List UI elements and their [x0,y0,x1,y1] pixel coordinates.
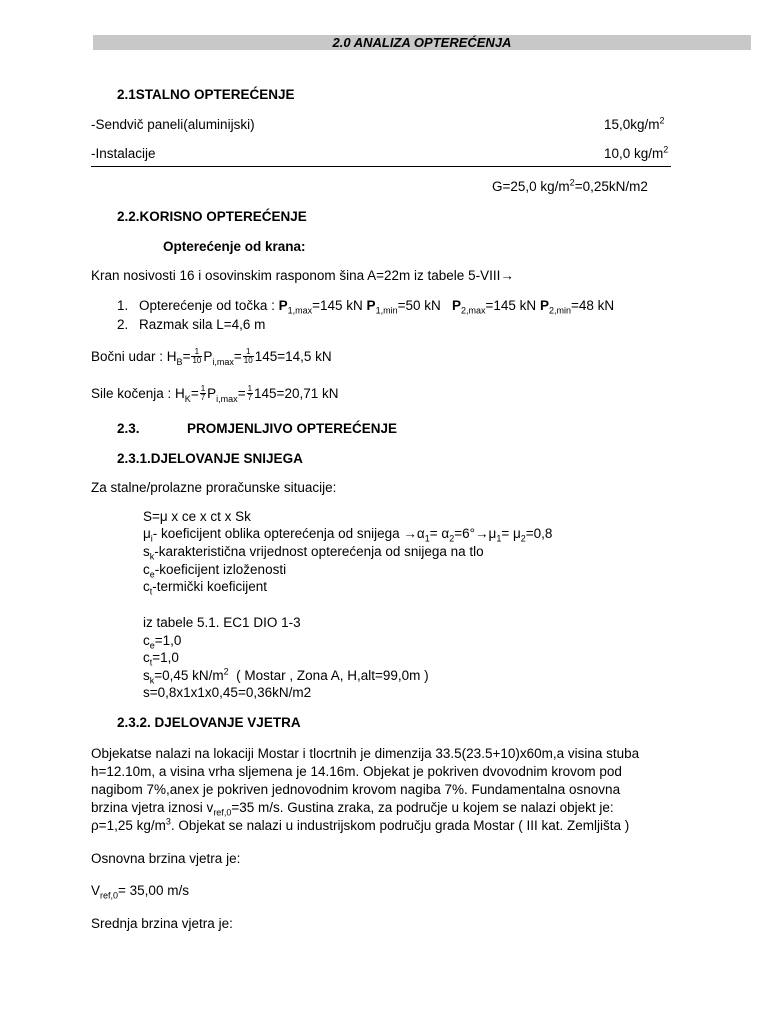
srednja-brzina-label: Srednja brzina vjetra je: [91,916,233,931]
snijeg-formula: S=μ x ce x ct x Sk [143,509,251,524]
mu-definition: $\mu_i-$ koeficijent oblika opterećenja od snijega $\to\alpha_1= \alpha_2=6^\circ\to\mu_1= \mu_2=0,8$ [143,526,553,544]
list-item-razmak: Razmak sila L=4,6 m [139,317,266,332]
heading-korisno: 2.2.KORISNO OPTEREĆENJE [117,209,307,224]
heading-snijeg: 2.3.1.DJELOVANJE SNIJEGA [117,451,303,466]
fraction: $\frac{1}{7}$ [200,384,206,402]
row-label-sendvic: -Sendvič paneli(aluminijski) [91,117,255,132]
ce-value: $c_e=1,0$ [143,633,182,651]
list-number-2: 2. [117,317,129,332]
ct-definition: $c_t$-termički koeficijent [143,579,268,597]
snijeg-intro: Za stalne/prolazne proračunske situacije: [91,480,337,495]
section-header-bar [93,35,751,50]
sk-definition: $s_k$-karakteristična vrijednost opterećenja od snijega na tlo [143,544,484,562]
row-label-instalacije: -Instalacije [91,146,156,161]
vref-value: $V_{ref,0}= 35,00$ m/s [91,883,189,901]
para-line-1: Objekatse nalazi na lokaciji Mostar i tlocrtnih je dimenzija 33.5(23.5+10)x60m,a visina stuba [91,746,640,761]
heading-vjetar: 2.3.2. DJELOVANJE VJETRA [117,715,301,730]
bocni-udar: Bočni udar : $H_B=$ $\frac{1}{10}$ $P_{i,max}=$ $\frac{1}{10}$ 145=14,5 kN [91,347,332,367]
list-item-tocak: Opterećenje od točka : $P_{1,max}=145$ kN $P_{1,min}=50$ kN $P_{2,max}=145$ kN $P_{2,min}=48$ kN [139,298,615,316]
subheading-kran: Opterećenje od krana: [163,239,306,254]
row-value-instalacije: 10,0 $kg/m^2$ [604,144,669,161]
sk-value: $s_k=0,45$ $kN/m^2$ ( Mostar , Zona A, H,alt=99,0m ) [143,666,429,686]
total-load: G=25,0 $kg/m^2=0,25kN/m2$ [492,177,648,194]
heading-stalno: 2.1STALNO OPTEREĆENJE [117,87,295,102]
sum-rule [91,166,671,167]
row-value-sendvic: $15,0kg/m^2$ [604,115,665,132]
sile-kocenja: Sile kočenja : $H_K=$ $\frac{1}{7}$ $P_{i,max}=$ $\frac{1}{7}$ 145=20,71 kN [91,384,339,404]
heading-promjenljivo: PROMJENLJIVO OPTEREĆENJE [187,421,398,436]
para-line-5: ρ=1,25 $kg/m^3$. Objekat se nalazi u industrijskom području grada Mostar ( III kat. Zemljišta ) [91,816,630,833]
ct-value: $c_t=1,0$ [143,650,179,668]
table-reference: iz tabele 5.1. EC1 DIO 1-3 [143,615,301,630]
fraction: $\frac{1}{7}$ [247,384,253,402]
list-number-1: 1. [117,298,129,313]
ce-definition: $c_e$-koeficijent izloženosti [143,562,287,580]
heading-number-23: 2.3. [117,421,140,436]
para-line-2: h=12.10m, a visina vrha sljemena je 14.16m. Objekat je pokriven dvovodnim krovom pod [91,764,622,779]
fraction: $\frac{1}{10}$ [192,347,202,365]
para-line-4: brzina vjetra iznosi $v_{ref,0}=35$ m/s. Gustina zraka, za područje u kojem se nalazi objekt je: [91,800,614,818]
osnovna-brzina-label: Osnovna brzina vjetra je: [91,851,241,866]
fraction: $\frac{1}{10}$ [243,347,253,365]
para-line-3: nagibom 7%,anex je pokriven jednovodnim krovom nagiba 7%. Fundamentalna osnovna [91,782,621,797]
section-title: 2.0 ANALIZA OPTEREĆENJA [332,35,512,50]
s-value: s=0,8x1x1x0,45=0,36kN/m2 [143,685,312,700]
kran-intro: Kran nosivosti 16 i osovinskim rasponom šina A=22m iz tabele 5-VIII→ [91,268,514,283]
